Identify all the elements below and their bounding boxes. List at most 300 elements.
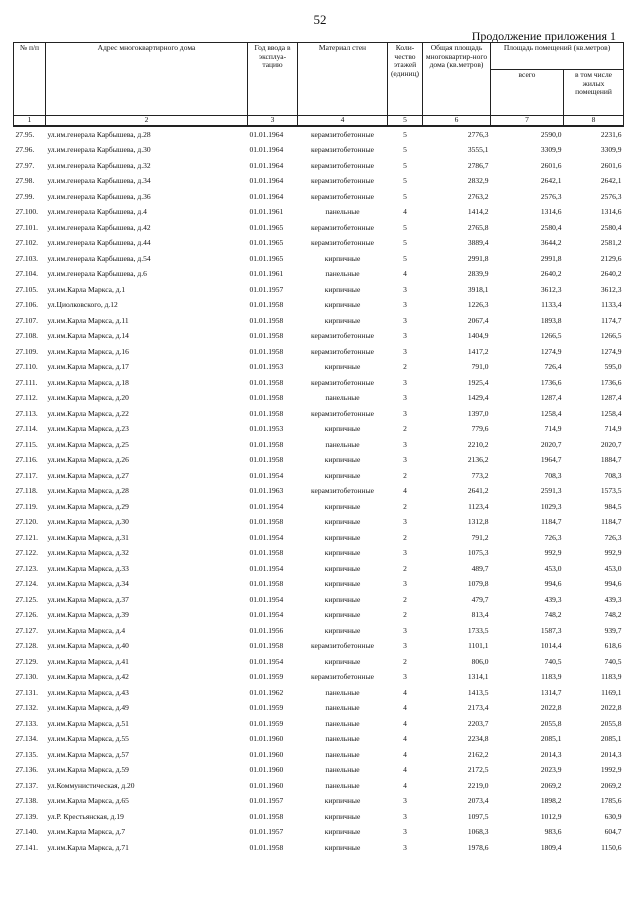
cell-row-number: 27.111. [15, 377, 38, 387]
cell-wall-material: кирпичные [324, 532, 361, 542]
cell-floors: 2 [403, 532, 407, 542]
table-row [14, 313, 624, 329]
cell-wall-material: керамзитобетонные [311, 331, 374, 341]
cell-address: ул.им.Карла Маркса, д.25 [47, 439, 129, 449]
cell-address: ул.Коммунистическая, д.20 [47, 780, 135, 790]
cell-premises-total: 708,3 [544, 470, 562, 480]
cell-premises-living: 1174,7 [601, 315, 622, 325]
cell-total-area: 1925,4 [467, 377, 489, 387]
cell-premises-living: 994,6 [604, 579, 622, 589]
cell-premises-total: 1184,7 [541, 517, 562, 527]
table-row [14, 220, 624, 236]
cell-address: ул.им.Карла Маркса, д.39 [47, 610, 129, 620]
cell-year: 01.01.1953 [249, 424, 284, 434]
cell-total-area: 3555,1 [467, 145, 489, 155]
cell-premises-living: 740,5 [604, 656, 622, 666]
cell-total-area: 1404,9 [467, 331, 489, 341]
cell-address: ул.им.Карла Маркса, д.32 [47, 548, 129, 558]
cell-address: ул.им.Карла Маркса, д.1 [47, 284, 126, 294]
cell-premises-total: 994,6 [544, 579, 562, 589]
column-number-row [14, 116, 624, 126]
cell-floors: 2 [403, 610, 407, 620]
cell-wall-material: кирпичные [324, 501, 361, 511]
cell-year: 01.01.1957 [249, 796, 284, 806]
cell-premises-total: 1266,5 [540, 331, 562, 341]
cell-floors: 3 [403, 811, 407, 821]
cell-floors: 3 [403, 641, 407, 651]
cell-premises-total: 1258,4 [540, 408, 562, 418]
cell-premises-living: 2601,6 [600, 160, 622, 170]
cell-wall-material: керамзитобетонные [311, 672, 374, 682]
cell-year: 01.01.1964 [249, 145, 284, 155]
cell-floors: 3 [403, 517, 407, 527]
cell-premises-living: 1287,4 [600, 393, 622, 403]
cell-row-number: 27.132. [15, 703, 38, 713]
cell-premises-total: 726,3 [544, 532, 562, 542]
cell-premises-living: 1573,5 [600, 486, 622, 496]
cell-wall-material: керамзитобетонные [311, 641, 374, 651]
cell-floors: 3 [403, 331, 407, 341]
cell-premises-living: 1183,9 [601, 672, 622, 682]
cell-floors: 3 [403, 625, 407, 635]
cell-wall-material: панельные [325, 734, 360, 744]
header-material: Материал стен [298, 43, 388, 116]
cell-total-area: 1978,6 [467, 842, 489, 852]
cell-premises-living: 2020,7 [600, 439, 622, 449]
cell-premises-total: 748,2 [544, 610, 562, 620]
table-row [14, 499, 624, 515]
cell-address: ул.им.Карла Маркса, д.57 [47, 749, 129, 759]
header-premises-living: в том числе жилых помещений [564, 70, 624, 116]
cell-total-area: 2073,4 [467, 796, 489, 806]
cell-total-area: 2172,5 [467, 765, 489, 775]
cell-premises-living: 2069,2 [600, 780, 622, 790]
table-row [14, 266, 624, 282]
cell-address: ул.им.Карла Маркса, д.11 [47, 315, 129, 325]
cell-premises-living: 1169,1 [601, 687, 622, 697]
cell-row-number: 27.136. [15, 765, 38, 775]
table-row [14, 251, 624, 267]
header-total-area: Общая площадь многоквартир-ного дома (кв.метров) [423, 43, 491, 116]
cell-wall-material: панельные [325, 765, 360, 775]
cell-premises-living: 2576,3 [600, 191, 622, 201]
cell-wall-material: панельные [325, 393, 360, 403]
cell-premises-total: 2023,9 [540, 765, 562, 775]
cell-premises-living: 3309,9 [600, 145, 622, 155]
cell-wall-material: панельные [325, 439, 360, 449]
cell-row-number: 27.109. [15, 346, 38, 356]
cell-premises-total: 2580,4 [540, 222, 562, 232]
table-row [14, 607, 624, 623]
cell-wall-material: панельные [325, 269, 360, 279]
table-row [14, 297, 624, 313]
cell-year: 01.01.1958 [249, 439, 284, 449]
cell-floors: 3 [403, 439, 407, 449]
cell-year: 01.01.1954 [249, 470, 284, 480]
table-row [14, 421, 624, 437]
cell-address: ул.им.Карла Маркса, д.29 [47, 501, 129, 511]
cell-total-area: 479,7 [471, 594, 489, 604]
cell-floors: 5 [403, 222, 407, 232]
cell-year: 01.01.1958 [249, 455, 284, 465]
cell-row-number: 27.101. [15, 222, 38, 232]
cell-address: ул.им.генерала Карбышева, д.36 [47, 191, 151, 201]
cell-total-area: 3889,4 [467, 238, 489, 248]
cell-address: ул.им.Карла Маркса, д.34 [47, 579, 129, 589]
column-number: 5 [388, 116, 423, 126]
cell-year: 01.01.1954 [249, 563, 284, 573]
cell-row-number: 27.110. [15, 362, 38, 372]
cell-address: ул.им.Карла Маркса, д.18 [47, 377, 129, 387]
cell-row-number: 27.123. [15, 563, 38, 573]
cell-address: ул.им.Карла Маркса, д.31 [47, 532, 129, 542]
cell-floors: 5 [403, 253, 407, 263]
cell-year: 01.01.1964 [249, 129, 284, 139]
cell-row-number: 27.116. [15, 455, 38, 465]
cell-premises-living: 1150,6 [601, 842, 622, 852]
cell-total-area: 779,6 [471, 424, 489, 434]
cell-total-area: 806,0 [471, 656, 489, 666]
cell-year: 01.01.1958 [249, 517, 284, 527]
header-year: Год ввода в эксплуа-тацию [248, 43, 298, 116]
cell-wall-material: керамзитобетонные [311, 238, 374, 248]
table-row [14, 561, 624, 577]
cell-premises-total: 1183,9 [541, 672, 562, 682]
cell-premises-living: 1736,6 [600, 377, 622, 387]
cell-total-area: 2839,9 [467, 269, 489, 279]
cell-year: 01.01.1963 [249, 486, 284, 496]
table-row [14, 375, 624, 391]
header-address: Адрес многоквартирного дома [46, 43, 248, 116]
cell-wall-material: кирпичные [324, 470, 361, 480]
cell-premises-total: 3309,9 [540, 145, 562, 155]
cell-wall-material: кирпичные [324, 517, 361, 527]
cell-premises-total: 1893,8 [540, 315, 562, 325]
cell-year: 01.01.1958 [249, 842, 284, 852]
cell-address: ул.им.Карла Маркса, д.23 [47, 424, 129, 434]
cell-wall-material: кирпичные [324, 579, 361, 589]
cell-year: 01.01.1964 [249, 191, 284, 201]
cell-address: ул.им.Карла Маркса, д.30 [47, 517, 129, 527]
cell-year: 01.01.1960 [249, 749, 284, 759]
cell-premises-total: 2055,8 [540, 718, 562, 728]
cell-row-number: 27.122. [15, 548, 38, 558]
cell-premises-living: 2642,1 [600, 176, 622, 186]
cell-total-area: 2162,2 [467, 749, 489, 759]
cell-total-area: 791,0 [471, 362, 489, 372]
cell-address: ул.им.Карла Маркса, д.51 [47, 718, 129, 728]
cell-wall-material: керамзитобетонные [311, 191, 374, 201]
cell-total-area: 2210,2 [467, 439, 489, 449]
cell-floors: 2 [403, 501, 407, 511]
table-row [14, 809, 624, 825]
cell-wall-material: керамзитобетонные [311, 346, 374, 356]
cell-wall-material: панельные [325, 687, 360, 697]
table-row [14, 437, 624, 453]
cell-floors: 3 [403, 346, 407, 356]
header-premises: Площадь помещений (кв.метров) [491, 43, 624, 70]
cell-address: ул.им.Карла Маркса, д.55 [47, 734, 129, 744]
cell-row-number: 27.106. [15, 300, 38, 310]
cell-premises-living: 2231,6 [600, 129, 622, 139]
cell-premises-living: 939,7 [604, 625, 622, 635]
cell-premises-total: 1133,4 [541, 300, 562, 310]
cell-row-number: 27.117. [15, 470, 38, 480]
table-row [14, 530, 624, 546]
table-row [14, 189, 624, 205]
cell-floors: 3 [403, 672, 407, 682]
table-row [14, 778, 624, 794]
cell-premises-total: 1736,6 [540, 377, 562, 387]
cell-premises-total: 1898,2 [540, 796, 562, 806]
cell-floors: 3 [403, 796, 407, 806]
cell-total-area: 1429,4 [467, 393, 489, 403]
cell-year: 01.01.1964 [249, 160, 284, 170]
cell-year: 01.01.1958 [249, 641, 284, 651]
cell-floors: 3 [403, 548, 407, 558]
cell-row-number: 27.140. [15, 827, 38, 837]
cell-row-number: 27.95. [15, 129, 35, 139]
cell-wall-material: керамзитобетонные [311, 160, 374, 170]
cell-premises-living: 708,3 [604, 470, 622, 480]
cell-year: 01.01.1957 [249, 284, 284, 294]
continuation-caption: Продолжение приложения 1 [471, 29, 616, 43]
cell-total-area: 2203,7 [467, 718, 489, 728]
cell-floors: 3 [403, 455, 407, 465]
cell-wall-material: кирпичные [324, 424, 361, 434]
cell-wall-material: кирпичные [324, 563, 361, 573]
cell-address: ул.им.Карла Маркса, д.59 [47, 765, 129, 775]
cell-wall-material: панельные [325, 207, 360, 217]
cell-wall-material: кирпичные [324, 625, 361, 635]
cell-total-area: 2765,8 [467, 222, 489, 232]
cell-total-area: 791,2 [471, 532, 489, 542]
cell-row-number: 27.125. [15, 594, 38, 604]
cell-premises-total: 1314,7 [540, 687, 562, 697]
cell-total-area: 489,7 [471, 563, 489, 573]
cell-floors: 5 [403, 160, 407, 170]
cell-premises-living: 2580,4 [600, 222, 622, 232]
cell-total-area: 1068,3 [467, 827, 489, 837]
cell-row-number: 27.112. [15, 393, 38, 403]
cell-address: ул.им.Карла Маркса, д.33 [47, 563, 129, 573]
cell-wall-material: кирпичные [324, 362, 361, 372]
cell-premises-living: 630,9 [604, 811, 622, 821]
cell-premises-total: 2020,7 [540, 439, 562, 449]
cell-address: ул.им.Карла Маркса, д.20 [47, 393, 129, 403]
cell-total-area: 1413,5 [467, 687, 489, 697]
cell-total-area: 1097,5 [467, 811, 489, 821]
cell-row-number: 27.126. [15, 610, 38, 620]
cell-premises-living: 1884,7 [600, 455, 622, 465]
table-row [14, 685, 624, 701]
cell-premises-living: 2085,1 [600, 734, 622, 744]
cell-premises-living: 2640,2 [600, 269, 622, 279]
cell-address: ул.им.генерала Карбышева, д.54 [47, 253, 151, 263]
cell-total-area: 1123,4 [468, 501, 489, 511]
cell-row-number: 27.131. [15, 687, 38, 697]
cell-year: 01.01.1959 [249, 672, 284, 682]
cell-total-area: 813,4 [471, 610, 489, 620]
cell-wall-material: керамзитобетонные [311, 377, 374, 387]
cell-total-area: 2832,9 [467, 176, 489, 186]
cell-row-number: 27.139. [15, 811, 38, 821]
cell-premises-living: 984,5 [604, 501, 622, 511]
table-row [14, 623, 624, 639]
cell-total-area: 2173,4 [467, 703, 489, 713]
table-row [14, 173, 624, 189]
cell-address: ул.им.генерала Карбышева, д.6 [47, 269, 147, 279]
cell-wall-material: панельные [325, 703, 360, 713]
cell-premises-living: 604,7 [604, 827, 622, 837]
cell-row-number: 27.120. [15, 517, 38, 527]
table-row [14, 328, 624, 344]
cell-total-area: 2763,2 [467, 191, 489, 201]
cell-total-area: 1417,2 [467, 346, 489, 356]
cell-floors: 2 [403, 470, 407, 480]
cell-year: 01.01.1964 [249, 176, 284, 186]
cell-floors: 3 [403, 842, 407, 852]
cell-premises-living: 2055,8 [600, 718, 622, 728]
cell-premises-total: 2991,8 [540, 253, 562, 263]
cell-row-number: 27.103. [15, 253, 38, 263]
cell-total-area: 2234,8 [467, 734, 489, 744]
table-row [14, 235, 624, 251]
cell-total-area: 1414,2 [467, 207, 489, 217]
cell-wall-material: кирпичные [324, 253, 361, 263]
cell-address: ул.им.Карла Маркса, д.26 [47, 455, 129, 465]
header-premises-total: всего [491, 70, 564, 116]
table-header-row [14, 43, 624, 70]
cell-premises-total: 439,3 [544, 594, 562, 604]
cell-total-area: 1397,0 [467, 408, 489, 418]
cell-premises-living: 1258,4 [600, 408, 622, 418]
cell-premises-living: 748,2 [604, 610, 622, 620]
cell-floors: 4 [403, 486, 407, 496]
table-row [14, 793, 624, 809]
cell-wall-material: керамзитобетонные [311, 486, 374, 496]
cell-total-area: 1079,8 [467, 579, 489, 589]
cell-premises-living: 1314,6 [600, 207, 622, 217]
cell-floors: 3 [403, 827, 407, 837]
cell-year: 01.01.1954 [249, 610, 284, 620]
cell-floors: 3 [403, 300, 407, 310]
cell-year: 01.01.1958 [249, 331, 284, 341]
cell-total-area: 1226,3 [467, 300, 489, 310]
cell-premises-total: 2014,3 [540, 749, 562, 759]
cell-premises-total: 453,0 [544, 563, 562, 573]
cell-address: ул.им.Карла Маркса, д.41 [47, 656, 129, 666]
cell-floors: 3 [403, 377, 407, 387]
cell-address: ул.им.Карла Маркса, д.28 [47, 486, 129, 496]
cell-address: ул.им.Карла Маркса, д.4 [47, 625, 126, 635]
table-row [14, 654, 624, 670]
cell-premises-total: 3612,3 [540, 284, 562, 294]
cell-wall-material: кирпичные [324, 594, 361, 604]
page-number: 52 [313, 12, 327, 27]
cell-floors: 5 [403, 129, 407, 139]
cell-floors: 4 [403, 207, 407, 217]
cell-address: ул.им.Карла Маркса, д.7 [47, 827, 126, 837]
cell-address: ул.им.генерала Карбышева, д.34 [47, 176, 151, 186]
cell-year: 01.01.1965 [249, 238, 284, 248]
cell-wall-material: керамзитобетонные [311, 176, 374, 186]
cell-row-number: 27.130. [15, 672, 38, 682]
cell-premises-living: 618,6 [604, 641, 622, 651]
table-row [14, 359, 624, 375]
cell-wall-material: панельные [325, 749, 360, 759]
cell-premises-total: 2591,3 [540, 486, 562, 496]
cell-premises-total: 2085,1 [540, 734, 562, 744]
column-number: 3 [248, 116, 298, 126]
cell-total-area: 2991,8 [467, 253, 489, 263]
cell-year: 01.01.1960 [249, 734, 284, 744]
cell-year: 01.01.1953 [249, 362, 284, 372]
cell-floors: 3 [403, 315, 407, 325]
cell-floors: 4 [403, 765, 407, 775]
cell-address: ул.им.Карла Маркса, д.17 [47, 362, 129, 372]
cell-address: ул.им.генерала Карбышева, д.32 [47, 160, 151, 170]
cell-wall-material: керамзитобетонные [311, 222, 374, 232]
cell-row-number: 27.96. [15, 145, 35, 155]
table-row [14, 390, 624, 406]
cell-premises-total: 714,9 [544, 424, 562, 434]
cell-premises-living: 1266,5 [600, 331, 622, 341]
cell-premises-total: 1014,4 [540, 641, 562, 651]
table-row [14, 592, 624, 608]
cell-row-number: 27.141. [15, 842, 38, 852]
cell-premises-total: 2642,1 [540, 176, 562, 186]
table-row [14, 158, 624, 174]
cell-row-number: 27.129. [15, 656, 38, 666]
cell-total-area: 2641,2 [467, 486, 489, 496]
cell-row-number: 27.98. [15, 176, 35, 186]
cell-wall-material: керамзитобетонные [311, 145, 374, 155]
cell-row-number: 27.97. [15, 160, 35, 170]
cell-address: ул.Р. Крестьянская, д.19 [47, 811, 124, 821]
column-number: 2 [46, 116, 248, 126]
cell-year: 01.01.1958 [249, 548, 284, 558]
cell-total-area: 2136,2 [467, 455, 489, 465]
cell-wall-material: кирпичные [324, 455, 361, 465]
cell-premises-total: 983,6 [544, 827, 562, 837]
cell-premises-living: 714,9 [604, 424, 622, 434]
cell-premises-total: 1314,6 [540, 207, 562, 217]
cell-address: ул.им.генерала Карбышева, д.4 [47, 207, 147, 217]
cell-premises-total: 1809,4 [540, 842, 562, 852]
table-row [14, 669, 624, 685]
cell-year: 01.01.1965 [249, 253, 284, 263]
cell-wall-material: кирпичные [324, 796, 361, 806]
cell-row-number: 27.133. [15, 718, 38, 728]
table-row [14, 545, 624, 561]
table-row [14, 840, 624, 856]
cell-premises-total: 992,9 [544, 548, 562, 558]
cell-wall-material: кирпичные [324, 811, 361, 821]
cell-total-area: 2786,7 [467, 160, 489, 170]
table-row [14, 747, 624, 763]
column-number: 8 [564, 116, 624, 126]
cell-address: ул.им.генерала Карбышева, д.42 [47, 222, 151, 232]
cell-wall-material: кирпичные [324, 284, 361, 294]
cell-row-number: 27.124. [15, 579, 38, 589]
cell-year: 01.01.1965 [249, 222, 284, 232]
table-row [14, 576, 624, 592]
header-floors: Коли-чество этажей (единиц) [388, 43, 423, 116]
cell-wall-material: кирпичные [324, 656, 361, 666]
cell-total-area: 1733,5 [467, 625, 489, 635]
cell-wall-material: кирпичные [324, 548, 361, 558]
